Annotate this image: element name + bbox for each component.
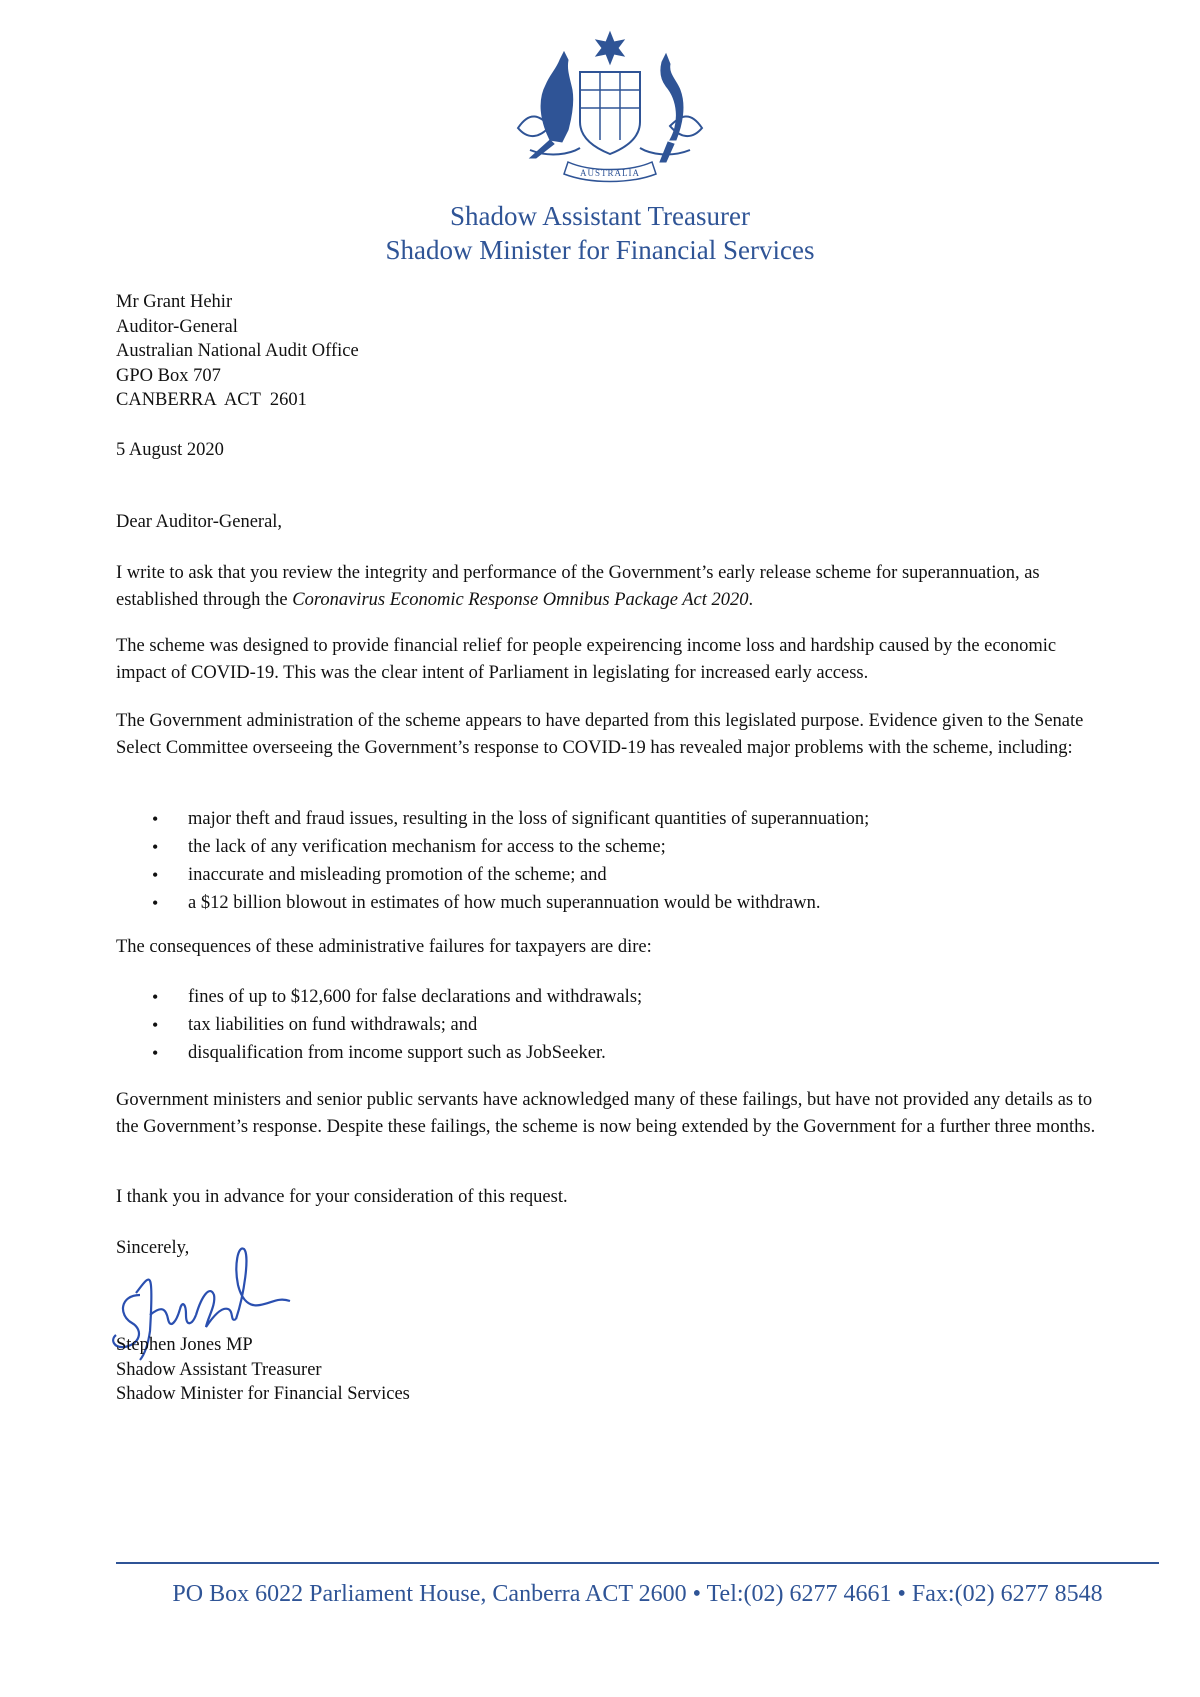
- coat-of-arms-crest: [510, 30, 710, 190]
- recipient-title: Auditor-General: [116, 316, 238, 337]
- paragraph-1: [116, 560, 1106, 614]
- list-item: • fines of up to $12,600 for false declarations and withdrawals;: [116, 983, 1096, 1011]
- paragraph-5: Government ministers and senior public servants have acknowledged many of these failings, but have not provided any details as to the Government’s response. Despite these failings, the scheme is now being extended by the Government for a further three months.: [116, 1090, 1096, 1137]
- salutation: Dear Auditor-General,: [116, 512, 283, 532]
- list-item: • major theft and fraud issues, resulting in the loss of significant quantities of superannuation;: [116, 805, 1096, 833]
- crest-motto: AUSTRALIA: [580, 168, 640, 178]
- signatory-title1: Shadow Assistant Treasurer: [116, 1359, 322, 1380]
- recipient-organisation: Australian National Audit Office: [116, 341, 359, 361]
- footer-contact: PO Box 6022 Parliament House, Canberra ACT 2600 • Tel:(02) 6277 4661 • Fax:(02) 6277 8548: [172, 1581, 1103, 1607]
- signatory-name: Stephen Jones MP: [116, 1335, 253, 1355]
- consequences-list: [116, 983, 1096, 1067]
- problems-list: [116, 805, 1096, 917]
- recipient-address: [116, 290, 1106, 413]
- list-item: • a $12 billion blowout in estimates of how much superannuation would be withdrawn.: [116, 889, 1096, 917]
- paragraph-6: I thank you in advance for your consideration of this request.: [116, 1187, 568, 1207]
- office-title-line2: Shadow Minister for Financial Services: [385, 235, 815, 265]
- list-item: • tax liabilities on fund withdrawals; and: [116, 1011, 1096, 1039]
- letter-date: 5 August 2020: [116, 440, 224, 460]
- paragraph-3: The Government administration of the scheme appears to have departed from this legislated purpose. Evidence given to the Senate Select Committee overseeing the Government’s response to COVID-19 has revealed major problems with the scheme, including:: [116, 711, 1084, 758]
- signatory-block: [116, 1333, 1106, 1407]
- closing: Sincerely,: [116, 1238, 190, 1258]
- paragraph-1-text-before: I write to ask that you review the integrity and performance of the Government’s early release scheme for superannuation, as established through the: [116, 563, 1040, 610]
- footer-divider: [116, 1562, 1159, 1564]
- list-item: • the lack of any verification mechanism for access to the scheme;: [116, 833, 1096, 861]
- recipient-name: Mr Grant Hehir: [116, 292, 233, 312]
- list-item: • disqualification from income support such as JobSeeker.: [116, 1039, 1096, 1067]
- recipient-city: CANBERRA ACT 2601: [116, 390, 307, 410]
- paragraph-1-text-after: .: [748, 590, 754, 610]
- list-item: • inaccurate and misleading promotion of the scheme; and: [116, 861, 1096, 889]
- recipient-postal: GPO Box 707: [116, 365, 221, 386]
- act-title: Coronavirus Economic Response Omnibus Package Act 2020: [292, 590, 749, 610]
- signatory-title2: Shadow Minister for Financial Services: [116, 1384, 410, 1404]
- paragraph-2: The scheme was designed to provide financial relief for people expeirencing income loss and hardship caused by the economic impact of COVID-19. This was the clear intent of Parliament in legislating for increased early access.: [116, 636, 1057, 683]
- paragraph-4: The consequences of these administrative failures for taxpayers are dire:: [116, 937, 652, 957]
- office-title-line1: Shadow Assistant Treasurer: [449, 201, 750, 231]
